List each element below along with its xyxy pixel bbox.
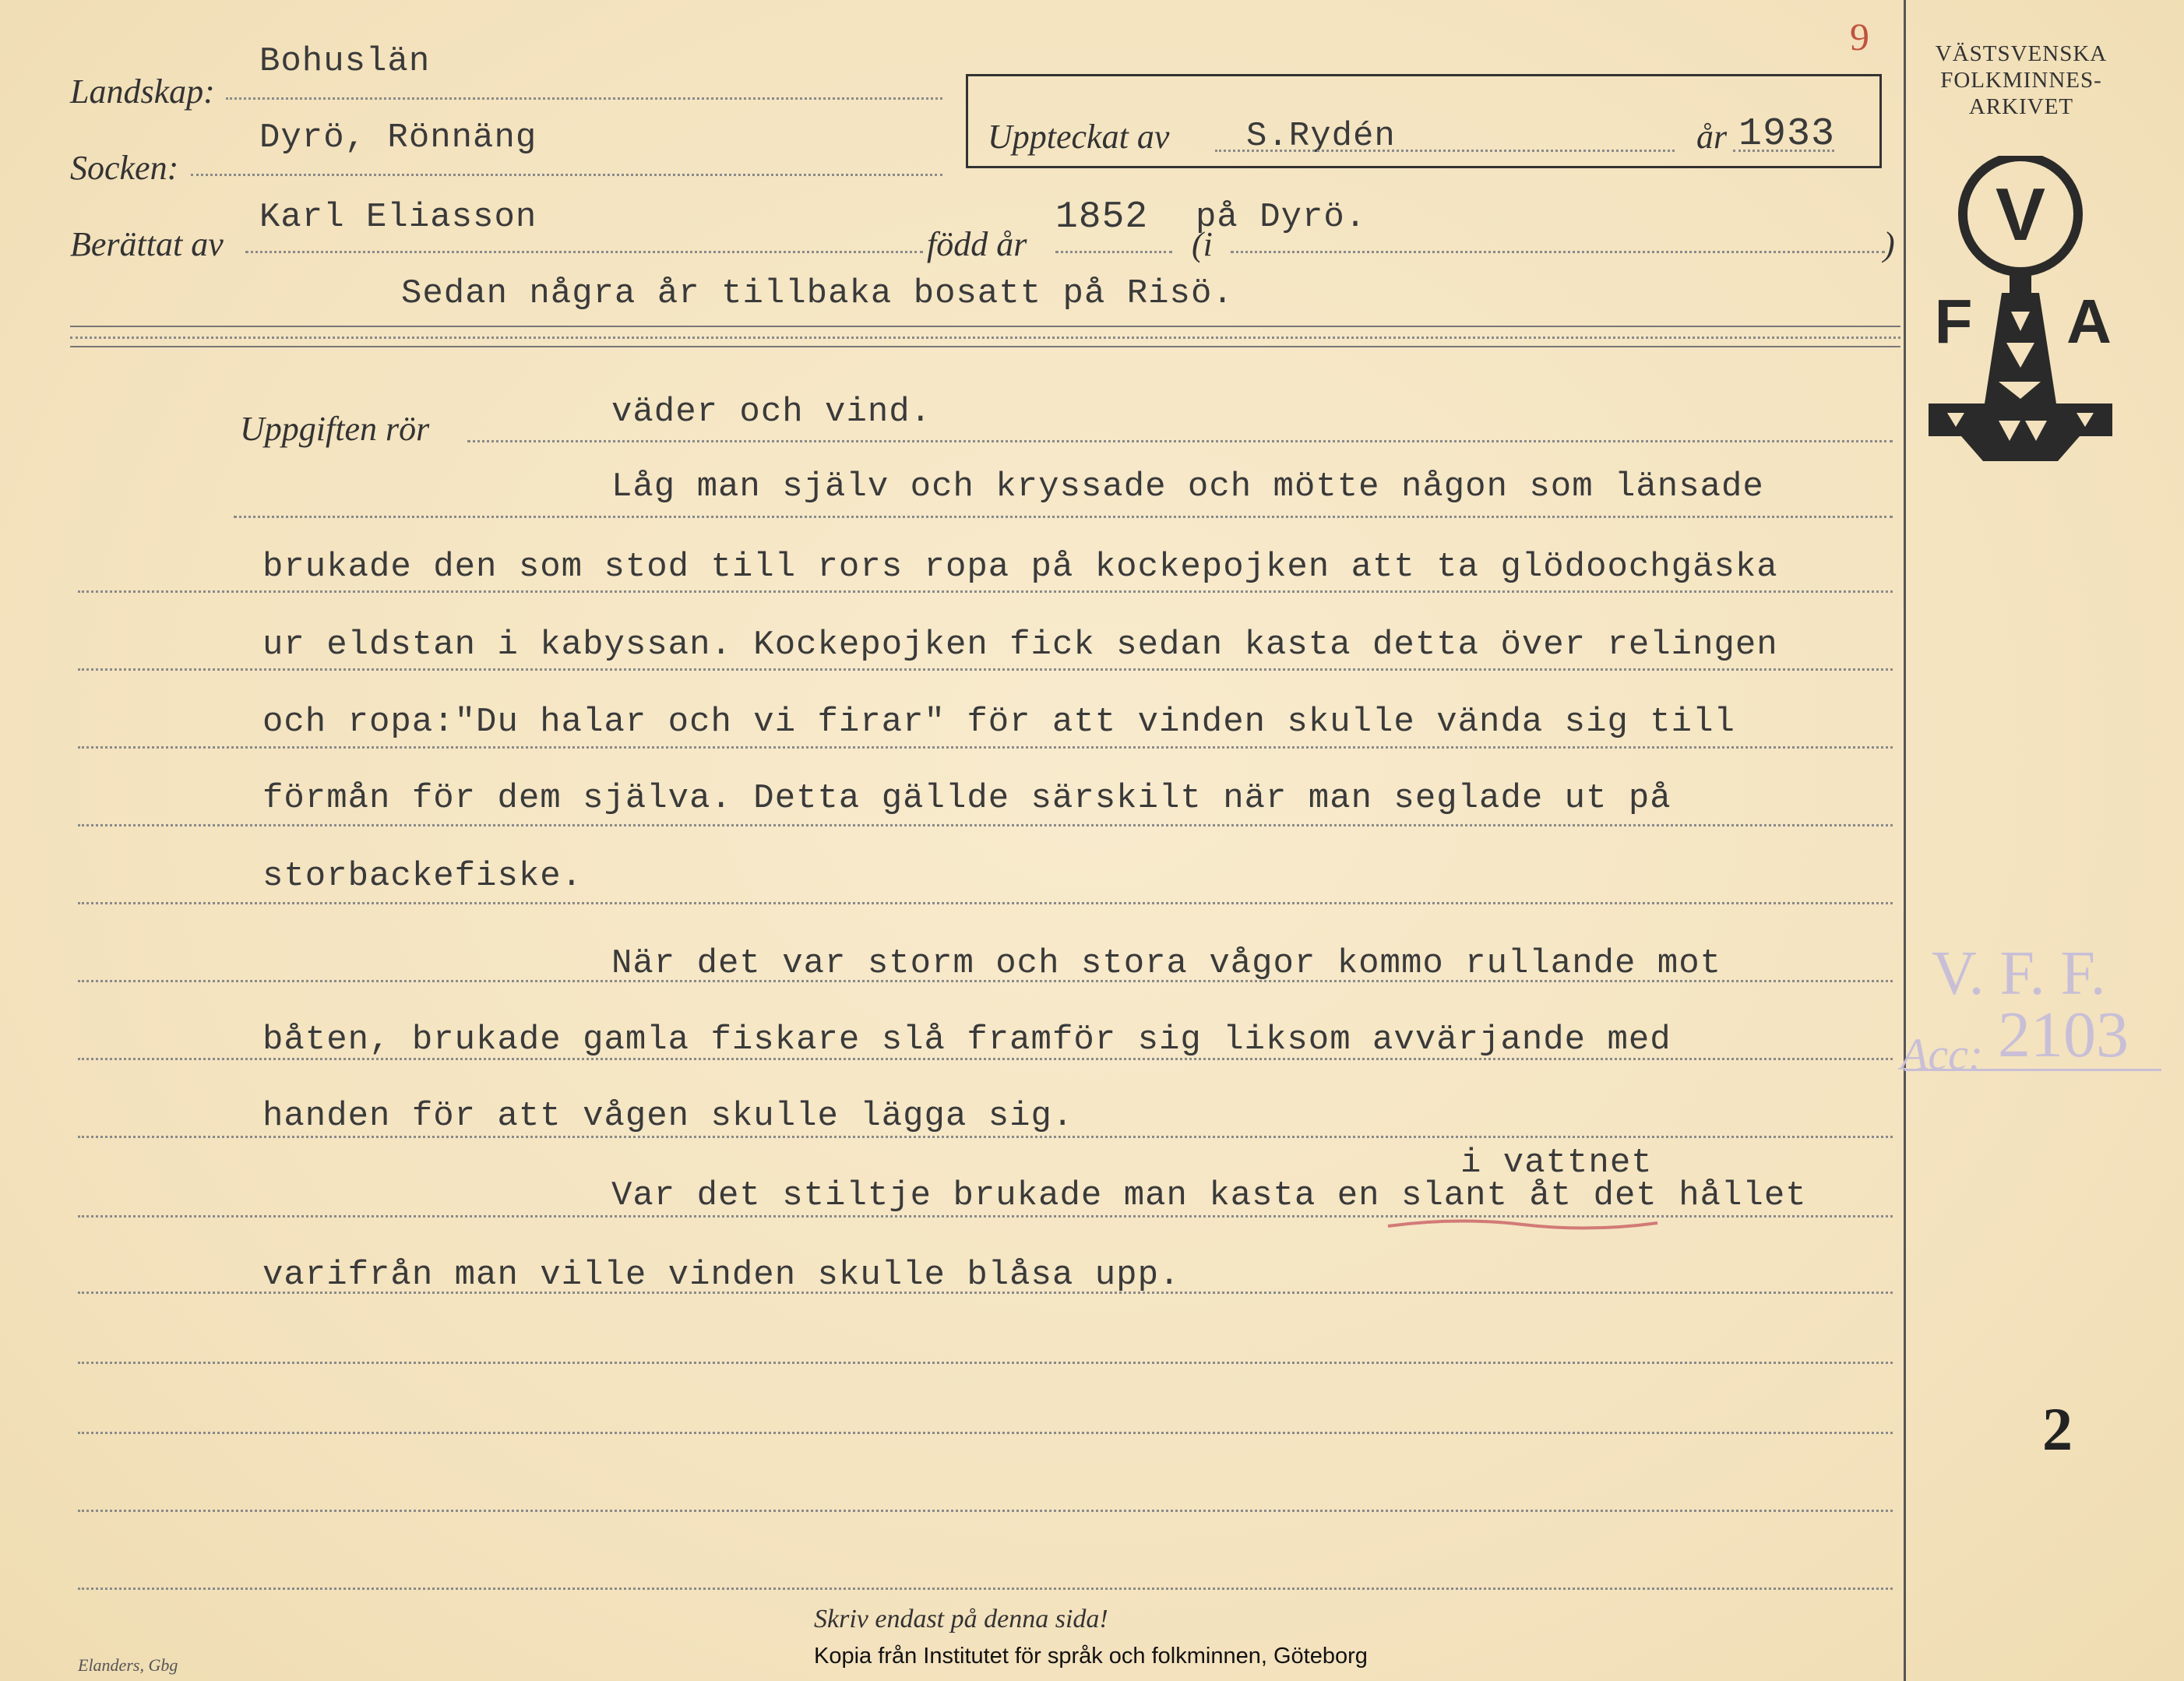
body-line-9: handen för att vågen skulle lägga sig.	[262, 1097, 1074, 1136]
body-line-5: förmån för dem själva. Detta gällde särskilt när man seglade ut på	[262, 779, 1671, 818]
archive-name	[1916, 41, 2126, 120]
printer-imprint: Elanders, Gbg	[78, 1655, 178, 1675]
fodd-label: född år	[927, 225, 1027, 263]
ar-dotted-line	[1733, 150, 1834, 152]
residence-note: Sedan några år tillbaka bosatt på Risö.	[401, 274, 1234, 313]
body-line-4: och ropa:"Du halar och vi firar" för att vinden skulle vända sig till	[262, 703, 1735, 742]
page-number: 2	[2042, 1395, 2073, 1463]
body-dotted-line-9	[78, 1136, 1893, 1138]
acc-number: 2103	[1998, 999, 2129, 1071]
logo-hammer-head	[1929, 404, 2112, 461]
body-dotted-line-7	[78, 980, 1893, 982]
uppteckn-dotted-line	[1215, 150, 1675, 152]
copy-notice: Kopia från Institutet för språk och folkminnen, Göteborg	[814, 1644, 1368, 1669]
body-dotted-line-2	[78, 590, 1893, 593]
berattat-label: Berättat av	[70, 225, 224, 263]
empty-dotted-line-1	[78, 1362, 1893, 1364]
i-label: (i	[1192, 225, 1213, 263]
ar-label: år	[1696, 118, 1728, 156]
ar-value: 1933	[1738, 112, 1836, 157]
logo-letter-a: A	[2066, 287, 2112, 356]
body-line-7: När det var storm och stora vågor kommo rullande mot	[611, 944, 1722, 983]
footer-instruction: Skriv endast på denna sida!	[814, 1605, 1108, 1633]
landskap-dotted-line	[226, 97, 942, 100]
logo-letter-f: F	[1934, 287, 1973, 356]
berattat-dotted-line	[245, 251, 923, 253]
acc-label: Acc:	[1900, 1029, 1984, 1080]
landskap-value: Bohuslän	[259, 42, 431, 81]
stamp-underline	[1904, 1069, 2161, 1071]
uppteckn-label: Uppteckat av	[988, 118, 1170, 156]
logo-letter-v: V	[1995, 173, 2046, 256]
subject-value: väder och vind.	[611, 393, 932, 432]
subject-label: Uppgiften rör	[240, 410, 430, 448]
header-separator-1	[70, 326, 1900, 327]
socken-dotted-line	[191, 174, 942, 176]
socken-value: Dyrö, Rönnäng	[259, 118, 537, 157]
landskap-label: Landskap:	[70, 72, 215, 111]
fodd-place: på Dyrö.	[1196, 198, 1367, 237]
archive-name-line3: ARKIVET	[1968, 94, 2074, 119]
vff-stamp: V. F. F.	[1932, 939, 2106, 1008]
berattat-value: Karl Eliasson	[259, 198, 537, 237]
insert-above: i vattnet	[1460, 1144, 1653, 1182]
empty-dotted-line-2	[78, 1432, 1893, 1434]
empty-dotted-line-4	[78, 1588, 1893, 1590]
subject-dotted-line	[467, 440, 1893, 442]
corner-mark: 9	[1850, 15, 1869, 58]
body-dotted-line-5	[78, 824, 1893, 826]
body-line-8: båten, brukade gamla fiskare slå framför sig liksom avvärjande med	[262, 1020, 1671, 1059]
body-dotted-line-10	[78, 1215, 1893, 1218]
body-line-6: storbackefiske.	[262, 857, 583, 896]
vff-logo-icon	[1924, 156, 2119, 467]
body-dotted-line-8	[78, 1058, 1893, 1060]
body-dotted-line-1	[234, 516, 1893, 518]
body-dotted-line-11	[78, 1292, 1893, 1294]
archive-name-line1: VÄSTSVENSKA	[1935, 41, 2108, 66]
body-line-11: varifrån man ville vinden skulle blåsa upp.	[262, 1256, 1181, 1295]
close-paren: )	[1883, 225, 1895, 263]
body-line-3: ur eldstan i kabyssan. Kockepojken fick sedan kasta detta över relingen	[262, 626, 1778, 664]
body-line-10: Var det stiltje brukade man kasta en slant åt det hållet	[611, 1176, 1807, 1215]
fodd-year: 1852	[1055, 196, 1149, 238]
archive-name-line2: FOLKMINNES-	[1940, 68, 2102, 93]
body-dotted-line-3	[78, 668, 1893, 671]
body-line-2: brukade den som stod till rors ropa på kockepojken att ta glödoochgäska	[262, 548, 1778, 587]
header-separator-3	[70, 346, 1900, 347]
header-separator-2	[70, 337, 1900, 339]
uppteckn-value: S.Rydén	[1246, 117, 1396, 156]
i-dotted-line	[1231, 251, 1885, 253]
fodd-dotted-line	[1055, 251, 1172, 253]
body-dotted-line-6	[78, 902, 1893, 904]
empty-dotted-line-3	[78, 1510, 1893, 1512]
margin-rule	[1904, 0, 1906, 1681]
body-dotted-line-4	[78, 746, 1893, 749]
red-underline-icon	[1386, 1215, 1659, 1234]
body-line-1: Låg man själv och kryssade och mötte någon som länsade	[611, 467, 1764, 506]
socken-label: Socken:	[70, 149, 179, 187]
